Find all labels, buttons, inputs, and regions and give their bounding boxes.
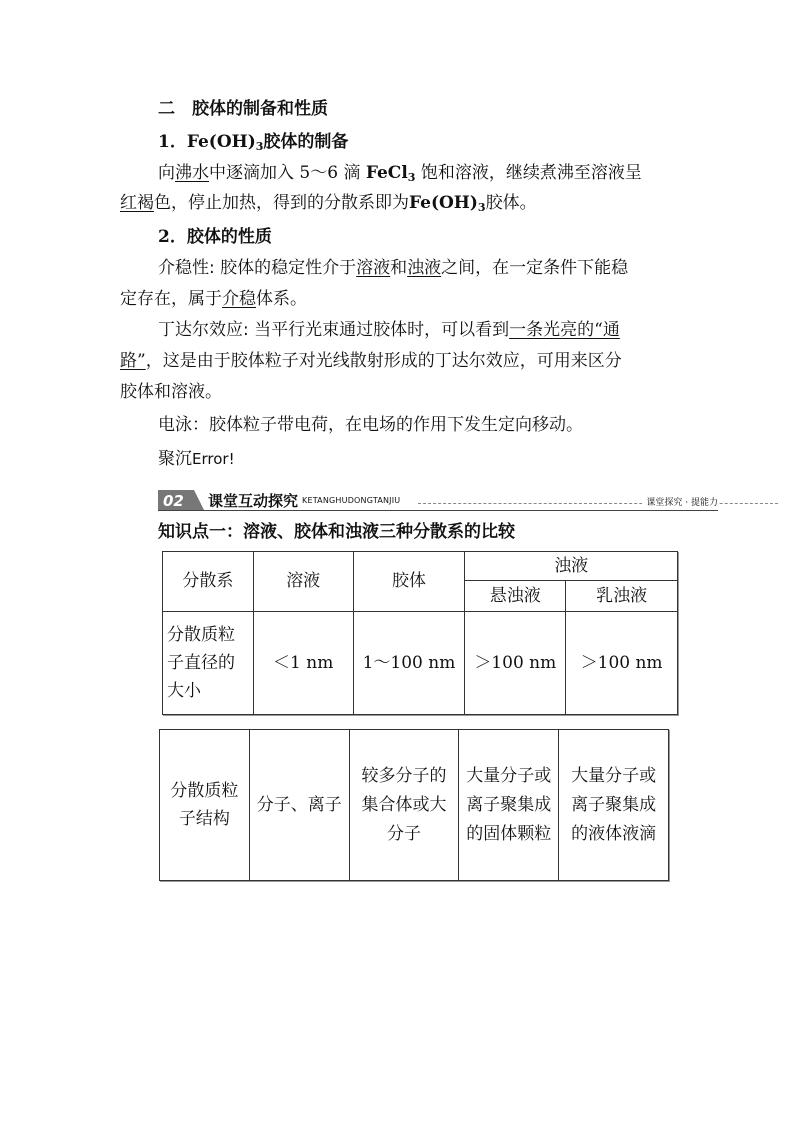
cell-emulsion-diameter: ＞100 nm bbox=[566, 612, 678, 715]
banner-right-label: 课堂探究 · 提能力 bbox=[642, 495, 718, 508]
paragraph-tyndall-line2: 路”，这是由于胶体粒子对光线散射形成的丁达尔效应，可用来区分 bbox=[120, 351, 622, 371]
section-number-badge-icon bbox=[158, 490, 204, 510]
paragraph-metastability-line2: 定存在，属于介稳体系。 bbox=[120, 289, 307, 309]
header-suspension: 悬浊液 bbox=[465, 581, 566, 612]
cell-solution-structure: 分子、离子 bbox=[249, 730, 349, 881]
knowledge-point-heading: 知识点一：溶液、胶体和浊液三种分散系的比较 bbox=[158, 522, 515, 542]
header-colloid: 胶体 bbox=[353, 552, 465, 612]
banner-underline bbox=[158, 510, 718, 511]
banner-pinyin: KETANGHUDONGTANJIU bbox=[302, 496, 401, 505]
comparison-table-structure bbox=[159, 729, 669, 881]
cell-emulsion-structure: 大量分子或离子聚集成的液体液滴 bbox=[559, 730, 669, 881]
header-solution: 溶液 bbox=[253, 552, 353, 612]
paragraph-preparation-line2: 红褐色，停止加热，得到的分散系即为$Fe(OH)_3$胶体。 bbox=[120, 193, 537, 214]
header-turbid-liquid: 浊液 bbox=[465, 552, 678, 581]
subheading-preparation: 1．$Fe(OH)_3$胶体的制备 bbox=[158, 132, 349, 153]
cell-suspension-diameter: ＞100 nm bbox=[465, 612, 566, 715]
banner-dashed-line bbox=[418, 503, 778, 504]
cell-colloid-structure: 较多分子的集合体或大分子 bbox=[349, 730, 459, 881]
paragraph-tyndall-line1: 丁达尔效应: 当平行光束通过胶体时，可以看到一条光亮的“通 bbox=[158, 320, 620, 340]
section-banner bbox=[158, 489, 718, 513]
paragraph-coagulation: 聚沉Error! bbox=[158, 449, 235, 469]
paragraph-metastability-line1: 介稳性: 胶体的稳定性介于溶液和浊液之间，在一定条件下能稳 bbox=[158, 258, 629, 278]
banner-title: 课堂互动探究 bbox=[208, 492, 299, 510]
section-heading: 二 胶体的制备和性质 bbox=[158, 99, 328, 119]
paragraph-electrophoresis: 电泳：胶体粒子带电荷，在电场的作用下发生定向移动。 bbox=[158, 415, 583, 435]
comparison-table-diameter bbox=[162, 551, 678, 715]
cell-suspension-structure: 大量分子或离子聚集成的固体颗粒 bbox=[459, 730, 559, 881]
paragraph-preparation-line1: 向沸水中逐滴加入 5～6 滴 FeCl$_3$ 饱和溶液，继续煮沸至溶液呈 bbox=[158, 163, 642, 184]
paragraph-tyndall-line3: 胶体和溶液。 bbox=[120, 382, 222, 402]
header-emulsion: 乳浊液 bbox=[566, 581, 678, 612]
cell-solution-diameter: ＜1 nm bbox=[253, 612, 353, 715]
row-label-particle-diameter: 分散质粒子直径的大小 bbox=[163, 612, 254, 715]
cell-colloid-diameter: 1～100 nm bbox=[353, 612, 465, 715]
svg-text:02: 02 bbox=[163, 492, 184, 510]
row-label-particle-structure: 分散质粒子结构 bbox=[160, 730, 250, 881]
header-dispersion-system: 分散系 bbox=[163, 552, 254, 612]
subheading-properties: 2．胶体的性质 bbox=[158, 227, 272, 247]
